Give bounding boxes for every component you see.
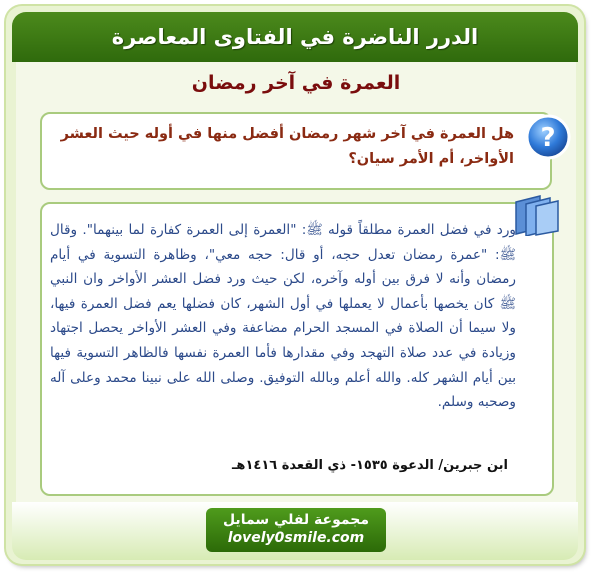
footer-badge[interactable] — [206, 508, 386, 552]
header-title: الدرر الناضرة في الفتاوى المعاصرة — [111, 25, 479, 49]
svg-text:?: ? — [540, 123, 556, 153]
footer-site-url[interactable]: lovely0smile.com — [227, 530, 365, 546]
header-banner — [12, 12, 578, 62]
topic-title: العمرة في آخر رمضان — [191, 72, 401, 94]
answer-text: ورد في فضل العمرة مطلقاً قوله ﷺ: "العمرة إلى العمرة كفارة لما بينهما". وقال ﷺ: "عمرة رمضان تعدل حجه، أو قال: حجه معي"، وظاهرة التسوية في أيام رمضان وأنه لا فرق بين أوله وآخره، لكن حيث ورد فضل العشر الأواخر وان النبي ﷺ كان يخصها بأعمال لا يعملها في أول الشهر، كان فضلها يعم فضل العمرة فيها، ولا سيما أن الصلاة في المسجد الحرام مضاعفة وفي العشر الأواخر يحصل اجتهاد وزيادة في عدد صلاة التهجد وفي مقدارها فأما العمرة نفسها فالظاهر التسوية فيها بين أيام الشهر كله. والله أعلم وبالله التوفيق. وصلى الله على نبينا محمد وعلى آله وصحبه وسلم. — [50, 222, 516, 411]
question-icon — [524, 113, 572, 161]
footer-site-name: مجموعة لفلي سمايل — [222, 512, 370, 528]
question-text: هل العمرة في آخر شهر رمضان أفضل منها في أوله حيث العشر الأواخر، أم الأمر سيان؟ — [60, 126, 514, 167]
answer-source: ابن جبرين/ الدعوة ١٥٣٥- ذي القعدة ١٤١٦هـ — [231, 458, 508, 473]
books-icon — [512, 194, 562, 236]
